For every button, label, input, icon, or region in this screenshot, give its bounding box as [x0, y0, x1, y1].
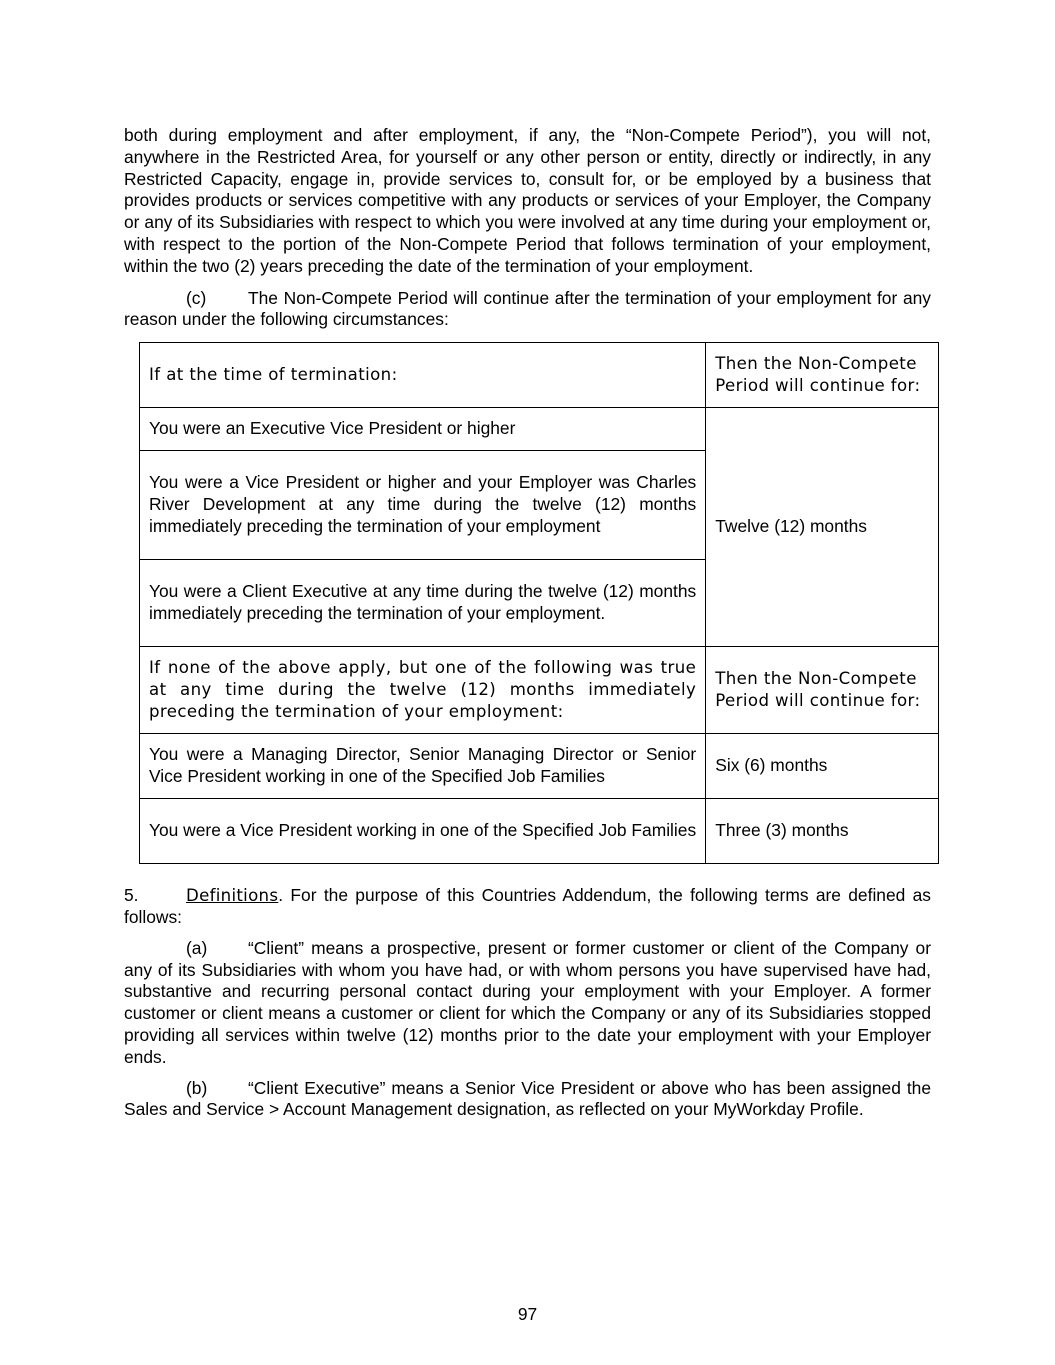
table-cell-three-months: Three (3) months	[706, 799, 939, 864]
table-row	[140, 734, 939, 799]
table-cell-client-executive: You were a Client Executive at any time during the twelve (12) months immediately preceding the termination of your employment.	[140, 560, 706, 647]
paragraph-c-text: The Non-Compete Period will continue after the termination of your employment for any reason under the following circumstances:	[124, 287, 931, 330]
paragraph-non-compete-intro: both during employment and after employment, if any, the “Non-Compete Period”), you will not, anywhere in the Restricted Area, for yourself or any other person or entity, directly or indirectly, in any Restricted Capacity, engage in, provide services to, consult for, or be employed by a business that provides products or services competitive with any products or services of your Employer, the Company or any of its Subsidiaries with respect to which you were involved at any time during your employment or, with respect to the portion of the Non-Compete Period that follows termination of your employment, within the two (2) years preceding the date of the termination of your employment.	[124, 125, 931, 276]
page-number: 97	[517, 1304, 538, 1324]
paragraph-c-label: (c)	[186, 287, 207, 308]
section-5-heading	[124, 885, 931, 929]
definition-a	[124, 938, 931, 1069]
table-subheader-row	[140, 647, 939, 734]
definition-a-text: “Client” means a prospective, present or former customer or client of the Company or any of its Subsidiaries with whom you have had, or with whom persons you have supervised have had, substantive and recurring personal contact during your employment with your Employer. A former customer or client means a customer or client for which the Company or any of its Subsidiaries stopped providing all services within twelve (12) months prior to the date your employment with your Employer ends.	[124, 937, 931, 1067]
paragraph-c	[124, 288, 931, 332]
table-header-row	[140, 343, 939, 408]
table-subheader-left: If none of the above apply, but one of the following was true at any time during the twelve (12) months immediately preceding the termination of your employment:	[140, 647, 706, 734]
table-cell-evp: You were an Executive Vice President or higher	[140, 408, 706, 451]
table-row	[140, 408, 939, 451]
table-cell-vp-specified-families: You were a Vice President working in one of the Specified Job Families	[140, 799, 706, 864]
table-header-left: If at the time of termination:	[140, 343, 706, 408]
definition-b-label: (b)	[186, 1077, 208, 1098]
table-cell-managing-director: You were a Managing Director, Senior Managing Director or Senior Vice President working in one of the Specified Job Families	[140, 734, 706, 799]
document-page	[124, 125, 931, 1121]
table-cell-six-months: Six (6) months	[706, 734, 939, 799]
table-cell-twelve-months: Twelve (12) months	[706, 408, 939, 647]
table-cell-vp-crd: You were a Vice President or higher and your Employer was Charles River Development at any time during the twelve (12) months immediately preceding the termination of your employment	[140, 451, 706, 560]
section-5-title: Definitions	[186, 886, 279, 906]
definition-b-text: “Client Executive” means a Senior Vice President or above who has been assigned the Sales and Service > Account Management designation, as reflected on your MyWorkday Profile.	[124, 1077, 931, 1120]
definition-a-label: (a)	[186, 937, 208, 958]
non-compete-period-table	[139, 342, 939, 864]
table-subheader-right: Then the Non-Compete Period will continue for:	[706, 647, 939, 734]
section-5-intro: . For the purpose of this Countries Addendum, the following terms are defined as follows:	[124, 885, 931, 927]
table-header-right: Then the Non-Compete Period will continue for:	[706, 343, 939, 408]
table-row	[140, 799, 939, 864]
definition-b	[124, 1078, 931, 1122]
section-5-number: 5.	[124, 885, 139, 906]
